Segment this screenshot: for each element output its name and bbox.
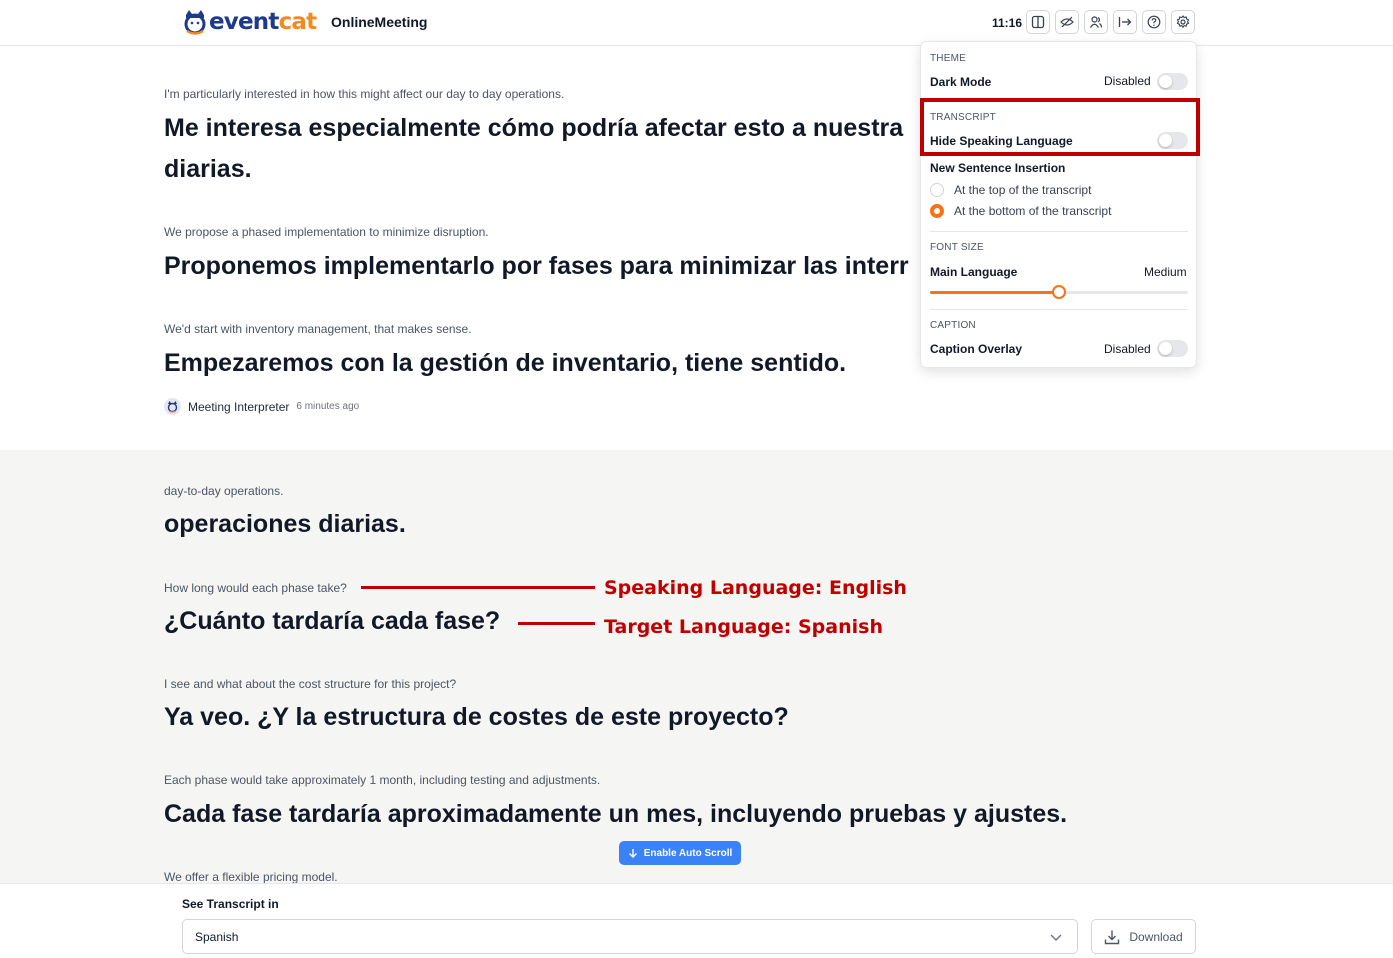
target-sentence: ¿Cuánto tardaría cada fase? — [164, 607, 501, 635]
radio-button-selected[interactable] — [930, 204, 944, 218]
source-sentence: day-to-day operations. — [164, 484, 284, 498]
clock: 11:16 — [992, 16, 1023, 30]
download-icon — [1104, 929, 1120, 945]
enable-auto-scroll-button[interactable] — [619, 841, 741, 865]
transcript-heading: TRANSCRIPT — [930, 112, 996, 123]
speaker-info — [164, 398, 359, 415]
download-button[interactable] — [1091, 919, 1196, 954]
slider-thumb[interactable] — [1052, 285, 1066, 299]
exit-button[interactable] — [1113, 10, 1137, 34]
app-header — [0, 0, 1393, 46]
target-sentence: Ya veo. ¿Y la estructura de costes de este proyecto? — [164, 703, 789, 731]
insertion-option-bottom[interactable] — [930, 204, 1111, 218]
insertion-option-label: At the top of the transcript — [954, 183, 1092, 197]
radio-button[interactable] — [930, 183, 944, 197]
caption-overlay-label: Caption Overlay — [930, 342, 1023, 356]
transcript-language-select[interactable] — [182, 919, 1078, 954]
hide-speaking-language-label: Hide Speaking Language — [930, 134, 1073, 148]
target-sentence: Cada fase tardaría aproximadamente un mes, incluyendo pruebas y ajustes. — [164, 800, 1068, 828]
caption-overlay-toggle[interactable] — [1157, 340, 1188, 357]
source-sentence: We'd start with inventory management, that makes sense. — [164, 322, 472, 336]
settings-button[interactable] — [1171, 10, 1195, 34]
transcript-block-current — [0, 450, 1393, 883]
auto-scroll-label: Enable Auto Scroll — [643, 847, 733, 859]
target-sentence: operaciones diarias. — [164, 510, 406, 538]
insertion-option-label: At the bottom of the transcript — [954, 204, 1112, 218]
font-size-value: Medium — [1144, 265, 1187, 279]
layout-icon — [1031, 15, 1045, 29]
source-sentence: I'm particularly interested in how this might affect our day to day operations. — [164, 87, 565, 101]
speaker-timestamp: 6 minutes ago — [296, 401, 360, 412]
exit-icon — [1118, 15, 1132, 29]
caption-overlay-status: Disabled — [1104, 342, 1151, 356]
font-size-slider[interactable] — [930, 291, 1188, 294]
divider — [930, 231, 1188, 232]
new-sentence-insertion-label: New Sentence Insertion — [930, 161, 1066, 175]
font-size-heading: FONT SIZE — [930, 242, 984, 253]
source-sentence: We propose a phased implementation to minimize disruption. — [164, 225, 489, 239]
annotation-arrow-speaking — [361, 586, 595, 589]
annotation-target-language: Target Language: Spanish — [604, 616, 883, 638]
annotation-highlight-box — [920, 98, 1200, 156]
dark-mode-toggle[interactable] — [1157, 73, 1188, 90]
help-icon — [1147, 15, 1161, 29]
caption-heading: CAPTION — [930, 320, 976, 331]
cat-logo-icon — [182, 9, 208, 35]
users-icon — [1089, 15, 1103, 29]
target-sentence-continued: diarias. — [164, 155, 252, 183]
logo-wordmark — [209, 9, 316, 35]
source-sentence: We offer a flexible pricing model. — [164, 870, 338, 883]
eye-off-icon — [1060, 15, 1074, 29]
divider — [930, 309, 1188, 310]
avatar — [164, 398, 181, 415]
slider-fill — [930, 291, 1059, 294]
main-language-label: Main Language — [930, 265, 1018, 279]
selected-language: Spanish — [195, 930, 239, 944]
help-button[interactable] — [1142, 10, 1166, 34]
meeting-name: OnlineMeeting — [331, 14, 428, 30]
see-transcript-label: See Transcript in — [182, 897, 279, 911]
cat-avatar-icon — [166, 400, 179, 413]
annotation-arrow-target — [518, 622, 595, 625]
source-sentence: I see and what about the cost structure for this project? — [164, 677, 457, 691]
gear-icon — [1176, 15, 1190, 29]
source-sentence: Each phase would take approximately 1 month, including testing and adjustments. — [164, 773, 601, 787]
annotation-speaking-language: Speaking Language: English — [604, 577, 907, 599]
speaker-name: Meeting Interpreter — [188, 399, 290, 414]
target-sentence: Empezaremos con la gestión de inventario, tiene sentido. — [164, 349, 847, 377]
transcript-language-footer — [0, 883, 1393, 958]
download-label: Download — [1129, 929, 1183, 944]
logo-word-event: event — [209, 9, 279, 35]
layout-button[interactable] — [1026, 10, 1050, 34]
dark-mode-label: Dark Mode — [930, 75, 992, 89]
settings-panel — [920, 41, 1197, 368]
target-sentence: Me interesa especialmente cómo podría afectar esto a nuestra — [164, 114, 904, 142]
target-sentence: Proponemos implementarlo por fases para minimizar las interr — [164, 252, 909, 280]
logo-word-cat: cat — [278, 9, 317, 35]
theme-heading: THEME — [930, 53, 966, 64]
hide-button[interactable] — [1055, 10, 1079, 34]
arrow-down-icon — [628, 848, 638, 858]
source-sentence: How long would each phase take? — [164, 581, 347, 595]
chevron-down-icon — [1049, 930, 1063, 944]
dark-mode-status: Disabled — [1104, 74, 1151, 88]
eventcat-logo[interactable] — [182, 9, 316, 35]
insertion-option-top[interactable] — [930, 183, 1091, 197]
participants-button[interactable] — [1084, 10, 1108, 34]
